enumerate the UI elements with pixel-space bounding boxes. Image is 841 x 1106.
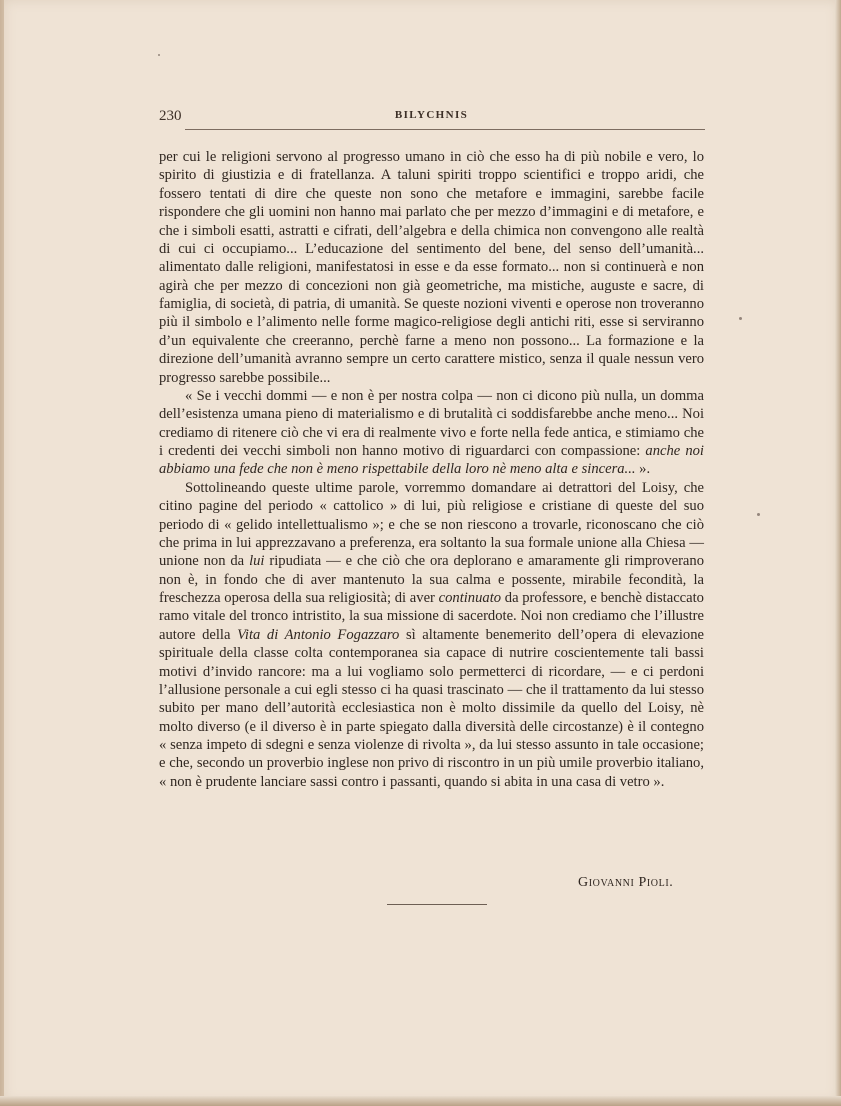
paragraph-3-text-b: ripudiata — e che ciò che ora deplorano e amaramente gli rimproverano non è, in fondo che di aver mantenuto la sua calma e possente, mirabile fecondità, la freschezza operosa della sua religiosità; di aver xyxy=(159,553,704,606)
ink-spot xyxy=(158,54,160,56)
paragraph-3 xyxy=(159,479,704,791)
header-rule xyxy=(185,129,705,130)
journal-title: BILYCHNIS xyxy=(394,109,469,121)
paragraph-3-text-d: sì altamente benemerito dell’opera di elevazione spirituale della classe colta contemporanea sia capace di nutrire coscientemente tali bassi motivi d’invido rancore: ma a lui vogliamo solo permetterci di ricordare, — e ci perdoni l’allusione personale a cui egli stesso ci ha quasi trascinato — che il trattamento da lui stesso subito per mano dell’autorità ecclesiastica non è molto dissimile da quello del Loisy, nè molto diverso (e il diverso è in parte spiegato dalla diversità delle circostanze) è il contegno « senza impeto di sdegni e senza violenze di rivolta », da lui stesso assunto in tale occasione; e che, secondo un proverbio inglese non privo di riscontro in un più umile proverbio italiano, « non è prudente lanciare sassi contro i passanti, quando si abita in una casa di vetro ». xyxy=(159,626,704,790)
paragraph-3-italic-lui: lui xyxy=(249,553,265,570)
article-body xyxy=(159,148,704,791)
page-bottom-edge xyxy=(0,1096,841,1106)
page-number: 230 xyxy=(159,108,182,124)
author-signature: Giovanni Pioli. xyxy=(578,875,674,890)
running-header xyxy=(159,108,704,128)
paragraph-2-text: « Se i vecchi dommi — e non è per nostra colpa — non ci dicono più nulla, un domma dell’esistenza umana pieno di materialismo e di brutalità ci soddisfarebbe anche meno... Noi crediamo di ritenere ciò che vi era di realmente vivo e forte nella fede antica, e stimiamo che i credenti dei vecchi simboli non hanno motivo di riguardarci con compassione: xyxy=(159,387,704,459)
ink-spot xyxy=(739,317,742,320)
paragraph-2-close: ». xyxy=(635,461,651,478)
paragraph-2-italic-quote: anche noi abbiamo una fede che non è meno rispettabile della loro nè meno alta e sincera... xyxy=(159,443,704,478)
page-right-edge xyxy=(835,0,841,1106)
paragraph-3-italic-book-title: Vita di Antonio Fogazzaro xyxy=(237,626,400,643)
paragraph-1: per cui le religioni servono al progresso umano in ciò che esso ha di più nobile e vero, lo spirito di giustizia e di fratellanza. A taluni spiriti troppo scientifici e troppo aridi, che fossero tentati di dire che queste non sono che metafore e immagini, sarebbe facile rispondere che gli uomini non hanno mai parlato che per mezzo d’immagini e di metafore, e che i simboli esatti, astratti e cifrati, dell’algebra e della chimica non convengono alle realtà di cui ci occupiamo... L’educazione del sentimento del bene, del senso dell’umanità... alimentato dalle religioni, manifestatosi in esse e da esse formato... non si continuerà e non agirà che per mezzo di concezioni non già geometriche, ma mistiche, auguste e sacre, di famiglia, di società, di patria, di umanità. Se queste nozioni viventi e operose non troveranno più il simbolo e l’alimento nelle forme magico-religiose degli antichi riti, esse si serviranno d’un equivalente che creeranno, perchè farne a meno non possono... La formazione e la direzione dell’umanità avranno sempre un certo carattere mistico, senza il quale nessun vero progresso sarebbe possibile... xyxy=(159,149,704,386)
paragraph-2 xyxy=(159,387,704,479)
ink-spot xyxy=(757,513,760,516)
paragraph-3-italic-continuato: continuato xyxy=(438,590,502,606)
paragraph-3-text-c: da professore, e benchè distaccato ramo vitale del tronco intristito, la sua missione di sacerdote. Noi non crediamo che l’illustre autore della xyxy=(159,590,704,643)
end-rule xyxy=(387,904,487,905)
paragraph-3-text-a: Sottolineando queste ultime parole, vorremmo domandare ai detrattori del Loisy, che citino pagine del periodo « cattolico » di lui, più religiose e cristiane di queste del suo periodo di « gelido intellettualismo »; e che se non riescono a trovarle, riconoscano che ciò che prima in lui apprezzavano a preferenza, era soltanto la sua formale unione alla Chiesa — unione non da xyxy=(159,479,704,570)
